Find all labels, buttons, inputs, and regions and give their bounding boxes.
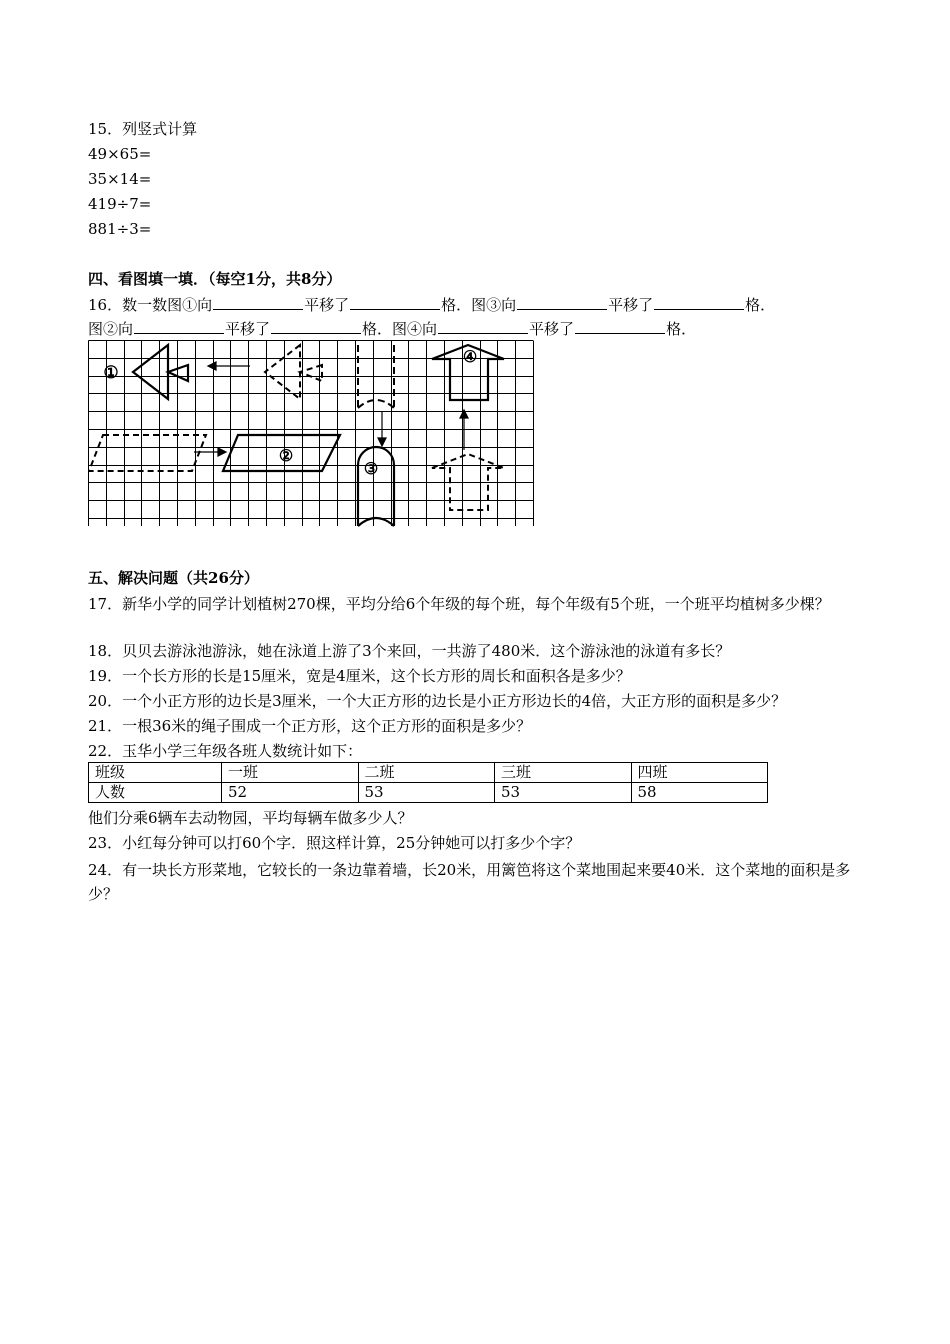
table-cell: 53: [495, 783, 632, 803]
q16-l2-text-2: 平移了: [225, 320, 271, 338]
figure-2-label: ②: [278, 446, 294, 465]
answer-blank-1[interactable]: [213, 295, 303, 310]
figure-4-label: ④: [462, 347, 478, 366]
q17-text: 17．新华小学的同学计划植树270棵，平均分给6个年级的每个班，每个年级有5个班，一个班平均植树多少棵？: [88, 595, 830, 613]
q16-l2-text-3: 格．图④向: [362, 320, 438, 338]
table-cell: 58: [631, 783, 768, 803]
q16-l2-text-1: 图②向: [88, 320, 134, 338]
q16-line-2: [88, 319, 696, 339]
q15-expr-2: 35×14=: [88, 170, 152, 188]
class-size-table: [88, 762, 768, 803]
q15-expr-1: 49×65=: [88, 145, 152, 163]
table-cell: 二班: [358, 763, 495, 783]
table-cell: 一班: [222, 763, 359, 783]
q16-l2-text-4: 平移了: [529, 320, 575, 338]
answer-blank-8[interactable]: [575, 319, 665, 334]
q16-l1-text-5: 格．: [745, 296, 776, 314]
figure-1-triangle: [133, 345, 168, 399]
q16-l2-text-5: 格．: [666, 320, 697, 338]
table-cell: 52: [222, 783, 359, 803]
translation-grid-figure: [88, 340, 536, 532]
q22-question: 他们分乘6辆车去动物园，平均每辆车做多少人？: [88, 809, 413, 827]
answer-blank-6[interactable]: [271, 319, 361, 334]
answer-blank-5[interactable]: [134, 319, 224, 334]
answer-blank-7[interactable]: [438, 319, 528, 334]
table-cell: 人数: [89, 783, 222, 803]
left-arrow-icon: [208, 362, 250, 370]
answer-blank-3[interactable]: [517, 295, 607, 310]
table-header-row: [89, 763, 768, 783]
q16-l1-text-4: 平移了: [608, 296, 654, 314]
figure-1-label: ①: [103, 363, 119, 383]
figure-1-dashed-copy: [265, 345, 322, 399]
table-row: [89, 783, 768, 803]
q21-text: 21．一根36米的绳子围成一个正方形，这个正方形的面积是多少？: [88, 717, 532, 735]
section5-heading: 五、解决问题（共26分）: [88, 569, 259, 587]
q15-title: 15．列竖式计算: [88, 120, 198, 138]
q20-text: 20．一个小正方形的边长是3厘米，一个大正方形的边长是小正方形边长的4倍，大正方形的面积是多少？: [88, 692, 787, 710]
q16-line-1: [88, 295, 775, 315]
q18-text: 18．贝贝去游泳池游泳，她在泳道上游了3个来回，一共游了480米．这个游泳池的泳道有多长？: [88, 642, 731, 660]
table-cell: 三班: [495, 763, 632, 783]
q23-text: 23．小红每分钟可以打60个字．照这样计算，25分钟她可以打多少个字？: [88, 834, 581, 852]
q15-expr-3: 419÷7=: [88, 195, 152, 213]
q19-text: 19．一个长方形的长是15厘米，宽是4厘米，这个长方形的周长和面积各是多少？: [88, 667, 631, 685]
q16-l1-text-2: 平移了: [304, 296, 350, 314]
q16-l1-text-1: 16．数一数图①向: [88, 296, 213, 314]
table-cell: 班级: [89, 763, 222, 783]
q24-text: 24．有一块长方形菜地，它较长的一条边靠着墙，长20米，用篱笆将这个菜地围起来要40米．这个菜地的面积是多少？: [88, 861, 851, 903]
figure-3-label: ③: [363, 459, 379, 478]
table-cell: 53: [358, 783, 495, 803]
q15-expr-4: 881÷3=: [88, 220, 152, 238]
q22-intro: 22．玉华小学三年级各班人数统计如下：: [88, 742, 363, 760]
q16-l1-text-3: 格．图③向: [441, 296, 517, 314]
table-cell: 四班: [631, 763, 768, 783]
answer-blank-4[interactable]: [654, 295, 744, 310]
answer-blank-2[interactable]: [350, 295, 440, 310]
section4-heading: 四、看图填一填．（每空1分，共8分）: [88, 270, 342, 288]
